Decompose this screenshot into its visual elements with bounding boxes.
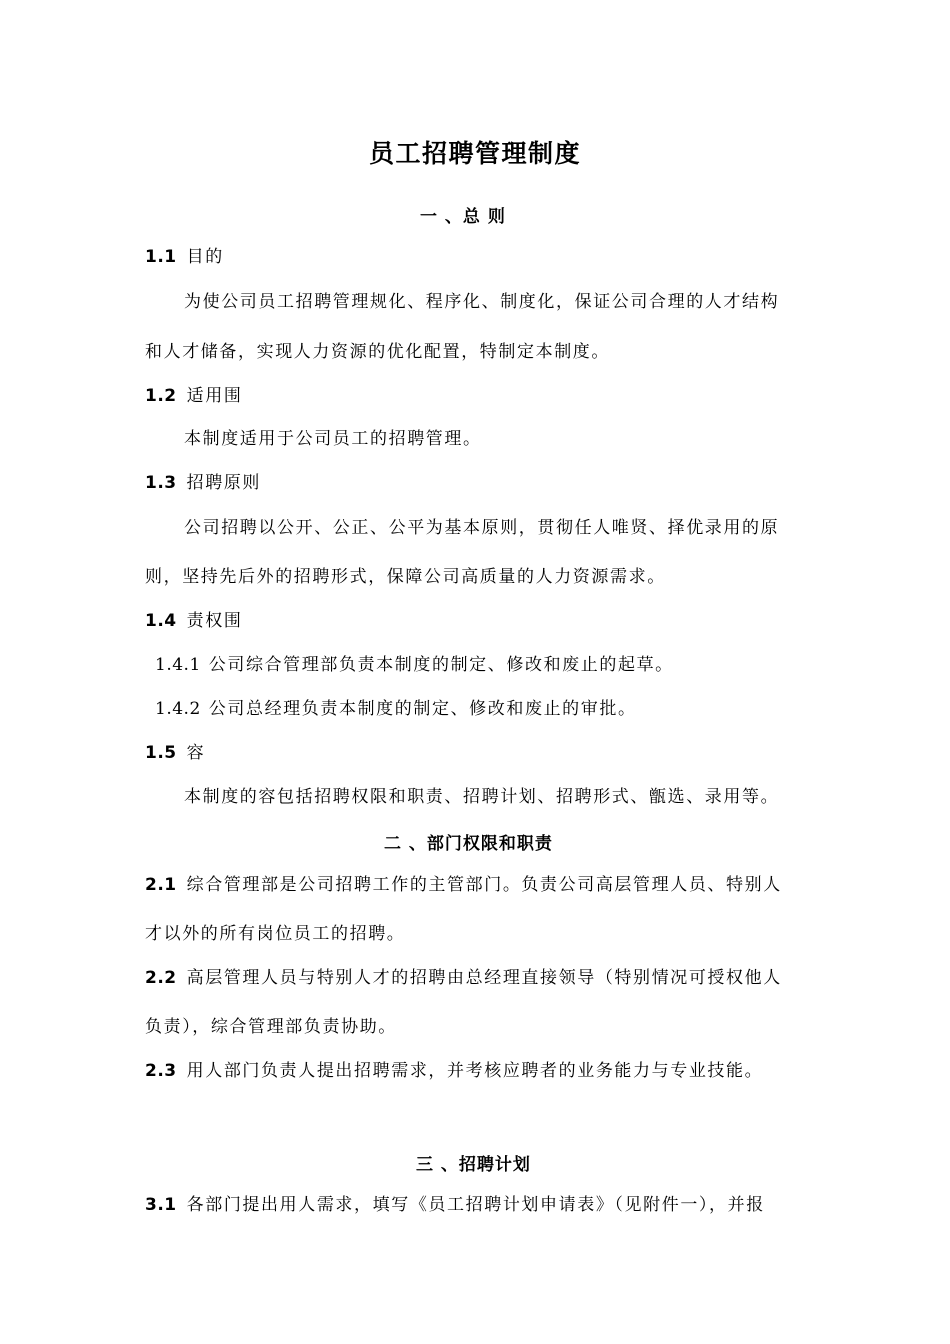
clause-number: 1.2 [145, 386, 177, 406]
clause-number: 1.1 [145, 247, 177, 267]
subclause-number: 1.4.1 [155, 655, 201, 675]
clause-text: 高层管理人员与特别人才的招聘由总经理直接领导（特别情况可授权他人 [186, 968, 782, 988]
clause-number: 2.1 [145, 875, 177, 895]
clause-3-1 [145, 1194, 765, 1216]
clause-number: 1.5 [145, 743, 177, 763]
clause-text: 各部门提出用人需求，填写《员工招聘计划申请表》（见附件一），并报 [186, 1195, 765, 1215]
clause-text: 用人部门负责人提出招聘需求，并考核应聘者的业务能力与专业技能。 [186, 1061, 764, 1081]
clause-2-1 [145, 874, 782, 896]
paragraph-line: 则，坚持先后外的招聘形式，保障公司高质量的人力资源需求。 [145, 567, 666, 587]
clause-number: 1.3 [145, 473, 177, 493]
clause-1-2 [145, 385, 242, 407]
clause-label: 容 [186, 743, 206, 763]
subclause-text: 公司总经理负责本制度的制定、修改和废止的审批。 [208, 699, 637, 719]
clause-1-4-2 [155, 698, 637, 720]
clause-number: 2.3 [145, 1061, 177, 1081]
clause-1-1 [145, 246, 224, 268]
section-heading-departments: 二 、部门权限和职责 [384, 834, 553, 854]
clause-2-3 [145, 1060, 763, 1082]
clause-1-4 [145, 610, 242, 632]
subclause-text: 公司综合管理部负责本制度的制定、修改和废止的起草。 [208, 655, 674, 675]
clause-1-4-1 [155, 654, 674, 676]
section-heading-recruitment-plan: 三 、招聘计划 [416, 1155, 531, 1175]
clause-label: 适用围 [186, 386, 243, 406]
paragraph-line: 为使公司员工招聘管理规化、程序化、制度化，保证公司合理的人才结构 [184, 292, 780, 312]
paragraph-line: 本制度的容包括招聘权限和职责、招聘计划、招聘形式、甑选、录用等。 [184, 787, 780, 807]
document-title: 员工招聘管理制度 [368, 139, 581, 168]
paragraph-line: 和人才储备，实现人力资源的优化配置，特制定本制度。 [145, 342, 610, 362]
subclause-number: 1.4.2 [155, 699, 201, 719]
paragraph-line: 负责），综合管理部负责协助。 [145, 1017, 397, 1037]
clause-label: 招聘原则 [186, 473, 262, 493]
clause-text: 综合管理部是公司招聘工作的主管部门。负责公司高层管理人员、特别人 [186, 875, 782, 895]
clause-2-2 [145, 967, 782, 989]
clause-label: 责权围 [186, 611, 243, 631]
clause-1-3 [145, 472, 261, 494]
paragraph-line: 本制度适用于公司员工的招聘管理。 [184, 429, 482, 449]
clause-number: 3.1 [145, 1195, 177, 1215]
clause-1-5 [145, 742, 205, 764]
clause-number: 2.2 [145, 968, 177, 988]
clause-label: 目的 [186, 247, 224, 267]
section-heading-general: 一 、总 则 [420, 207, 506, 227]
paragraph-line: 才以外的所有岗位员工的招聘。 [145, 924, 406, 944]
clause-number: 1.4 [145, 611, 177, 631]
paragraph-line: 公司招聘以公开、公正、公平为基本原则，贯彻任人唯贤、择优录用的原 [184, 518, 780, 538]
